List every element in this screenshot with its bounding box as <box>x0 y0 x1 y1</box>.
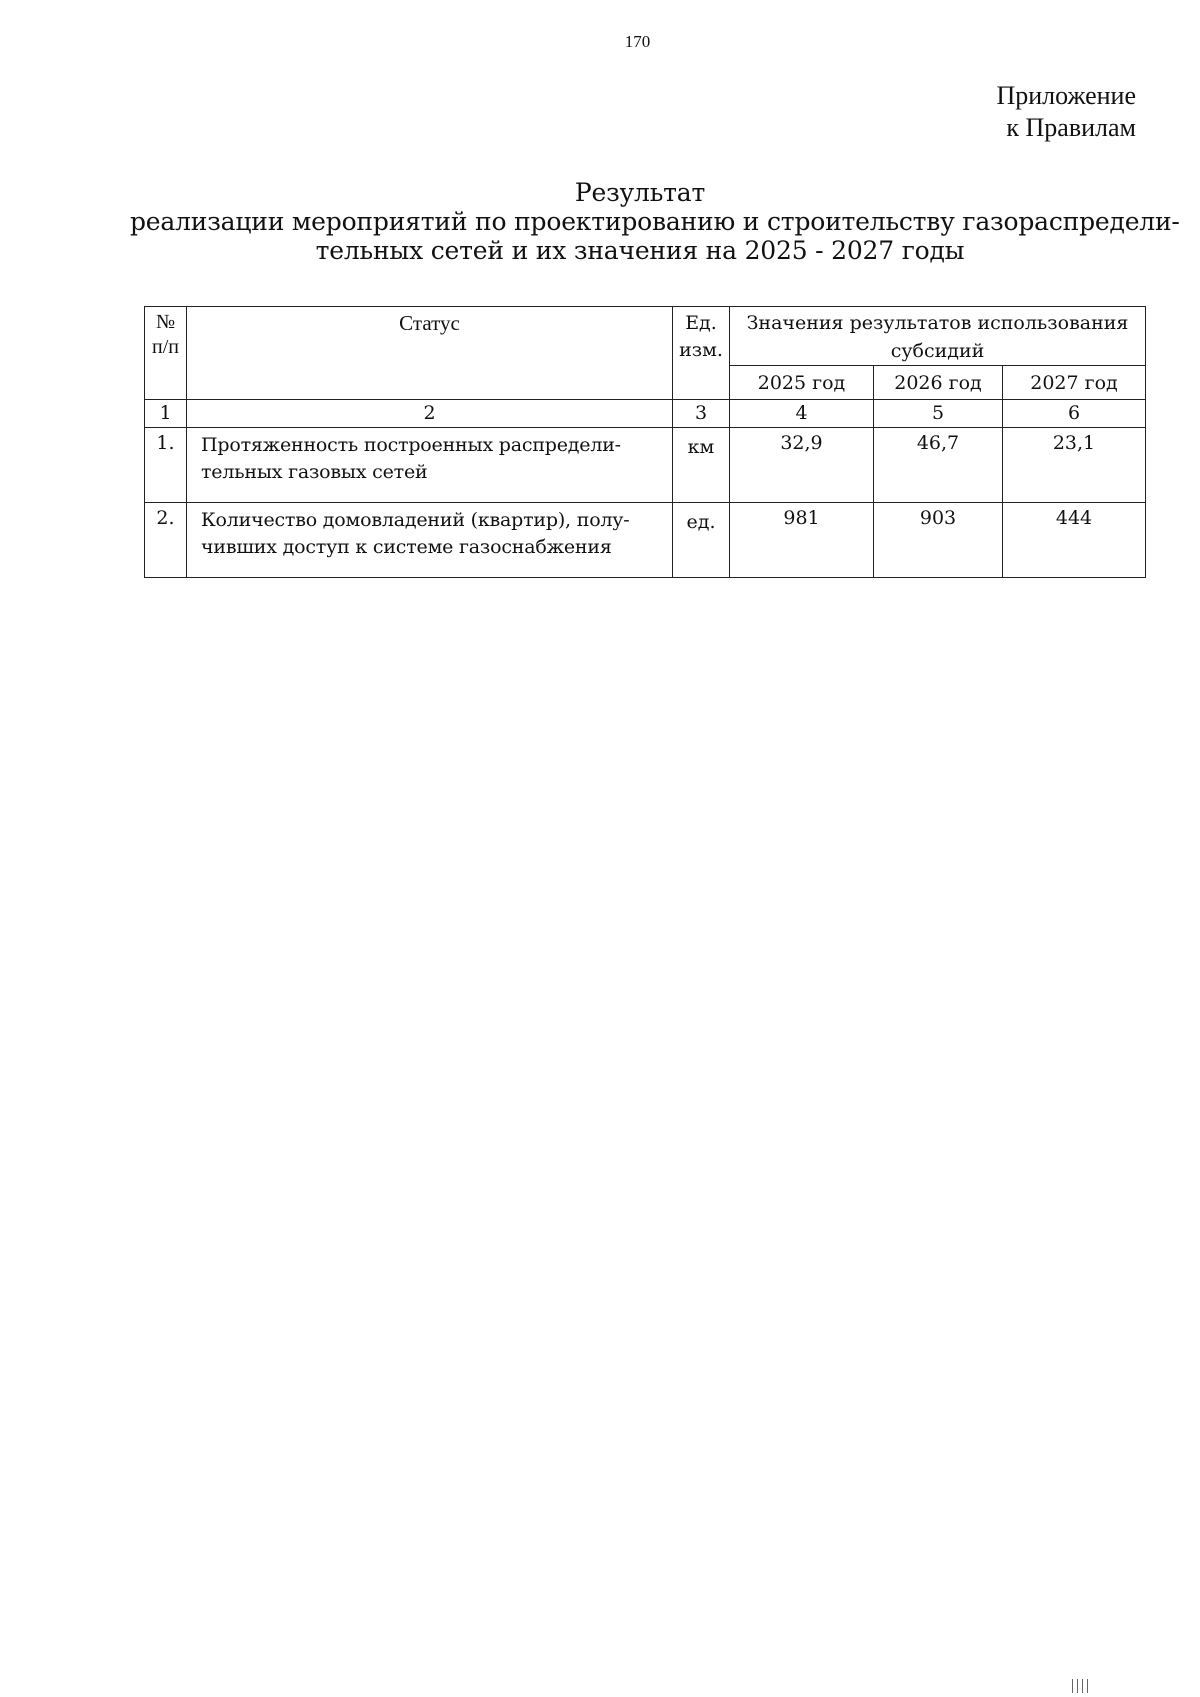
header-values <box>730 307 1146 366</box>
title-main: Результат <box>574 178 706 207</box>
scan-artifact-line <box>1082 1679 1083 1693</box>
index-cell: 3 <box>673 400 730 428</box>
table-index-row <box>145 400 1146 428</box>
row-status <box>187 503 673 578</box>
index-cell: 6 <box>1003 400 1146 428</box>
header-values-line-1: Значения результатов использования <box>746 312 1129 334</box>
appendix-line-2: к Правилам <box>1006 113 1136 142</box>
row-status-line-1: Протяженность построенных распредели- <box>201 434 621 456</box>
table-row <box>145 428 1146 503</box>
row-value-2026: 46,7 <box>874 428 1003 503</box>
row-value-2025: 981 <box>730 503 874 578</box>
header-unit <box>673 307 730 400</box>
row-unit: ед. <box>673 503 730 578</box>
header-number-line-1: № <box>155 311 176 333</box>
row-value-2027: 444 <box>1003 503 1146 578</box>
header-status: Статус <box>187 307 673 400</box>
row-value-2025: 32,9 <box>730 428 874 503</box>
header-values-line-2: субсидий <box>890 340 985 362</box>
title-line-3: тельных сетей и их значения на 2025 - 2027 годы <box>315 236 965 265</box>
header-number-line-2: п/п <box>152 336 179 358</box>
document-title <box>130 178 1180 265</box>
row-status-line-2: чивших доступ к системе газоснабжения <box>201 536 612 558</box>
header-year-2027: 2027 год <box>1003 366 1146 400</box>
appendix-line-1: Приложение <box>996 81 1136 110</box>
scan-artifact-line <box>1077 1679 1078 1693</box>
row-value-2026: 903 <box>874 503 1003 578</box>
header-number <box>145 307 187 400</box>
row-unit: км <box>673 428 730 503</box>
scan-artifact-line <box>1087 1679 1088 1693</box>
index-cell: 5 <box>874 400 1003 428</box>
title-line-2: реализации мероприятий по проектированию и строительству газораспредели- <box>130 207 1180 236</box>
row-status-line-2: тельных газовых сетей <box>201 461 428 483</box>
results-table <box>144 306 1146 578</box>
row-number: 1. <box>145 428 187 503</box>
table-row <box>145 503 1146 578</box>
table-header-row <box>145 307 1146 366</box>
scan-artifact <box>1072 1679 1104 1693</box>
header-year-2025: 2025 год <box>730 366 874 400</box>
page-number: 170 <box>624 32 651 51</box>
row-status-line-1: Количество домовладений (квартир), полу- <box>201 509 630 531</box>
row-status <box>187 428 673 503</box>
index-cell: 4 <box>730 400 874 428</box>
row-value-2027: 23,1 <box>1003 428 1146 503</box>
header-unit-line-2: изм. <box>679 339 723 361</box>
row-number: 2. <box>145 503 187 578</box>
index-cell: 2 <box>187 400 673 428</box>
header-unit-line-1: Ед. <box>685 312 717 334</box>
scan-artifact-line <box>1072 1679 1073 1693</box>
index-cell: 1 <box>145 400 187 428</box>
appendix-caption <box>996 80 1136 144</box>
header-year-2026: 2026 год <box>874 366 1003 400</box>
